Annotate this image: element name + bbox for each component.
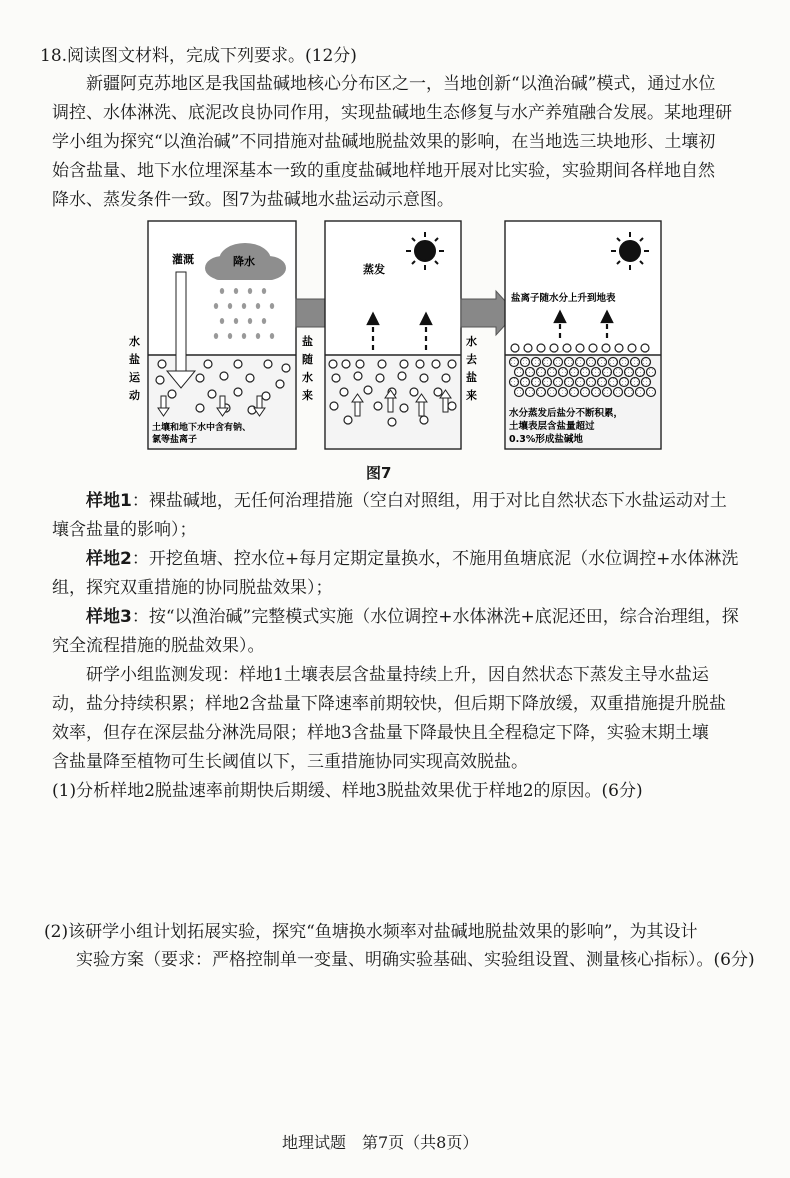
svg-text:水盐运动: 水盐运动 <box>129 335 140 402</box>
plot-3-cont: 究全流程措施的脱盐效果）。 <box>52 636 265 656</box>
plot-1-text: ：裸盐碱地，无任何治理措施（空白对照组，用于对比自然状态下水盐运动对土 <box>131 491 727 511</box>
figure-caption: 图7 <box>366 464 392 482</box>
panel3-note: 0.3%形成盐碱地 <box>509 434 583 445</box>
panel3-note: 土壤表层含盐量超过 <box>509 421 595 432</box>
question-title: 18.阅读图文材料，完成下列要求。(12分) <box>40 46 357 66</box>
side-label-water-salt-movement <box>129 334 141 402</box>
intro-line: 降水、蒸发条件一致。图7为盐碱地水盐运动示意图。 <box>52 190 454 210</box>
sub-question-2-cont: 实验方案（要求：严格控制单一变量、明确实验基础、实验组设置、测量核心指标）。(6分) <box>76 950 755 970</box>
intro-line: 新疆阿克苏地区是我国盐碱地核心分布区之一，当地创新“以渔治碱”模式，通过水位 <box>86 74 716 94</box>
rain-label: 降水 <box>233 255 255 268</box>
svg-text:盐随水来: 盐随水来 <box>302 335 313 402</box>
plot-1 <box>86 489 727 513</box>
intro-line: 学小组为探究“以渔治碱”不同措施对盐碱地脱盐效果的影响，在当地选三块地形、土壤初 <box>52 132 716 152</box>
findings-line: 含盐量降至植物可生长阈值以下，三重措施协同实现高效脱盐。 <box>52 752 528 772</box>
plot-2-label: 样地2 <box>86 549 132 569</box>
plot-2 <box>86 547 738 571</box>
salt-water-movement-diagram <box>120 218 668 462</box>
plot-2-cont: 组，探究双重措施的协同脱盐效果）； <box>52 578 333 598</box>
panel3-note: 水分蒸发后盐分不断积累， <box>509 408 624 419</box>
side-label-water-goes-salt-comes <box>466 334 477 402</box>
sub-question-1: (1)分析样地2脱盐速率前期快后期缓、样地3脱盐效果优于样地2的原因。(6分) <box>52 781 643 801</box>
panel1-note: 氯等盐离子 <box>152 435 198 445</box>
panel-salinization <box>505 221 661 449</box>
panel1-note: 土壤和地下水中含有钠、 <box>152 423 252 433</box>
intro-line: 调控、水体淋洗、底泥改良协同作用，实现盐碱地生态修复与水产养殖融合发展。某地理研 <box>52 103 732 123</box>
plot-1-label: 样地1 <box>86 491 132 511</box>
svg-text:水去盐来: 水去盐来 <box>466 335 477 402</box>
panel3-top-label: 盐离子随水分上升到地表 <box>511 293 616 304</box>
plot-3-label: 样地3 <box>86 607 132 627</box>
side-label-salt-comes-with-water <box>302 334 313 402</box>
page-footer: 地理试题 第7页（共8页） <box>282 1133 479 1152</box>
findings-line: 动，盐分持续积累；样地2含盐量下降速率前期较快，但后期下降放缓，双重措施提升脱盐 <box>52 694 726 714</box>
panel-irrigation-rain <box>148 221 296 449</box>
plot-3 <box>86 605 739 629</box>
plot-1-cont: 壤含盐量的影响）； <box>52 520 197 540</box>
intro-line: 始含盐量、地下水位埋深基本一致的重度盐碱地样地开展对比实验，实验期间各样地自然 <box>52 161 715 181</box>
sub-question-2: (2)该研学小组计划拓展实验，探究“鱼塘换水频率对盐碱地脱盐效果的影响”，为其设计 <box>44 922 698 942</box>
irrigation-label: 灌溉 <box>172 253 194 266</box>
panel-evaporation <box>325 221 461 449</box>
findings-line: 研学小组监测发现：样地1土壤表层含盐量持续上升，因自然状态下蒸发主导水盐运 <box>86 665 709 685</box>
evaporation-label: 蒸发 <box>363 263 385 276</box>
plot-2-text: ：开挖鱼塘、控水位+每月定期定量换水，不施用鱼塘底泥（水位调控+水体淋洗 <box>131 549 739 569</box>
findings-line: 效率，但存在深层盐分淋洗局限；样地3含盐量下降最快且全程稳定下降，实验末期土壤 <box>52 723 709 743</box>
plot-3-text: ：按“以渔治碱”完整模式实施（水位调控+水体淋洗+底泥还田，综合治理组，探 <box>131 607 739 627</box>
